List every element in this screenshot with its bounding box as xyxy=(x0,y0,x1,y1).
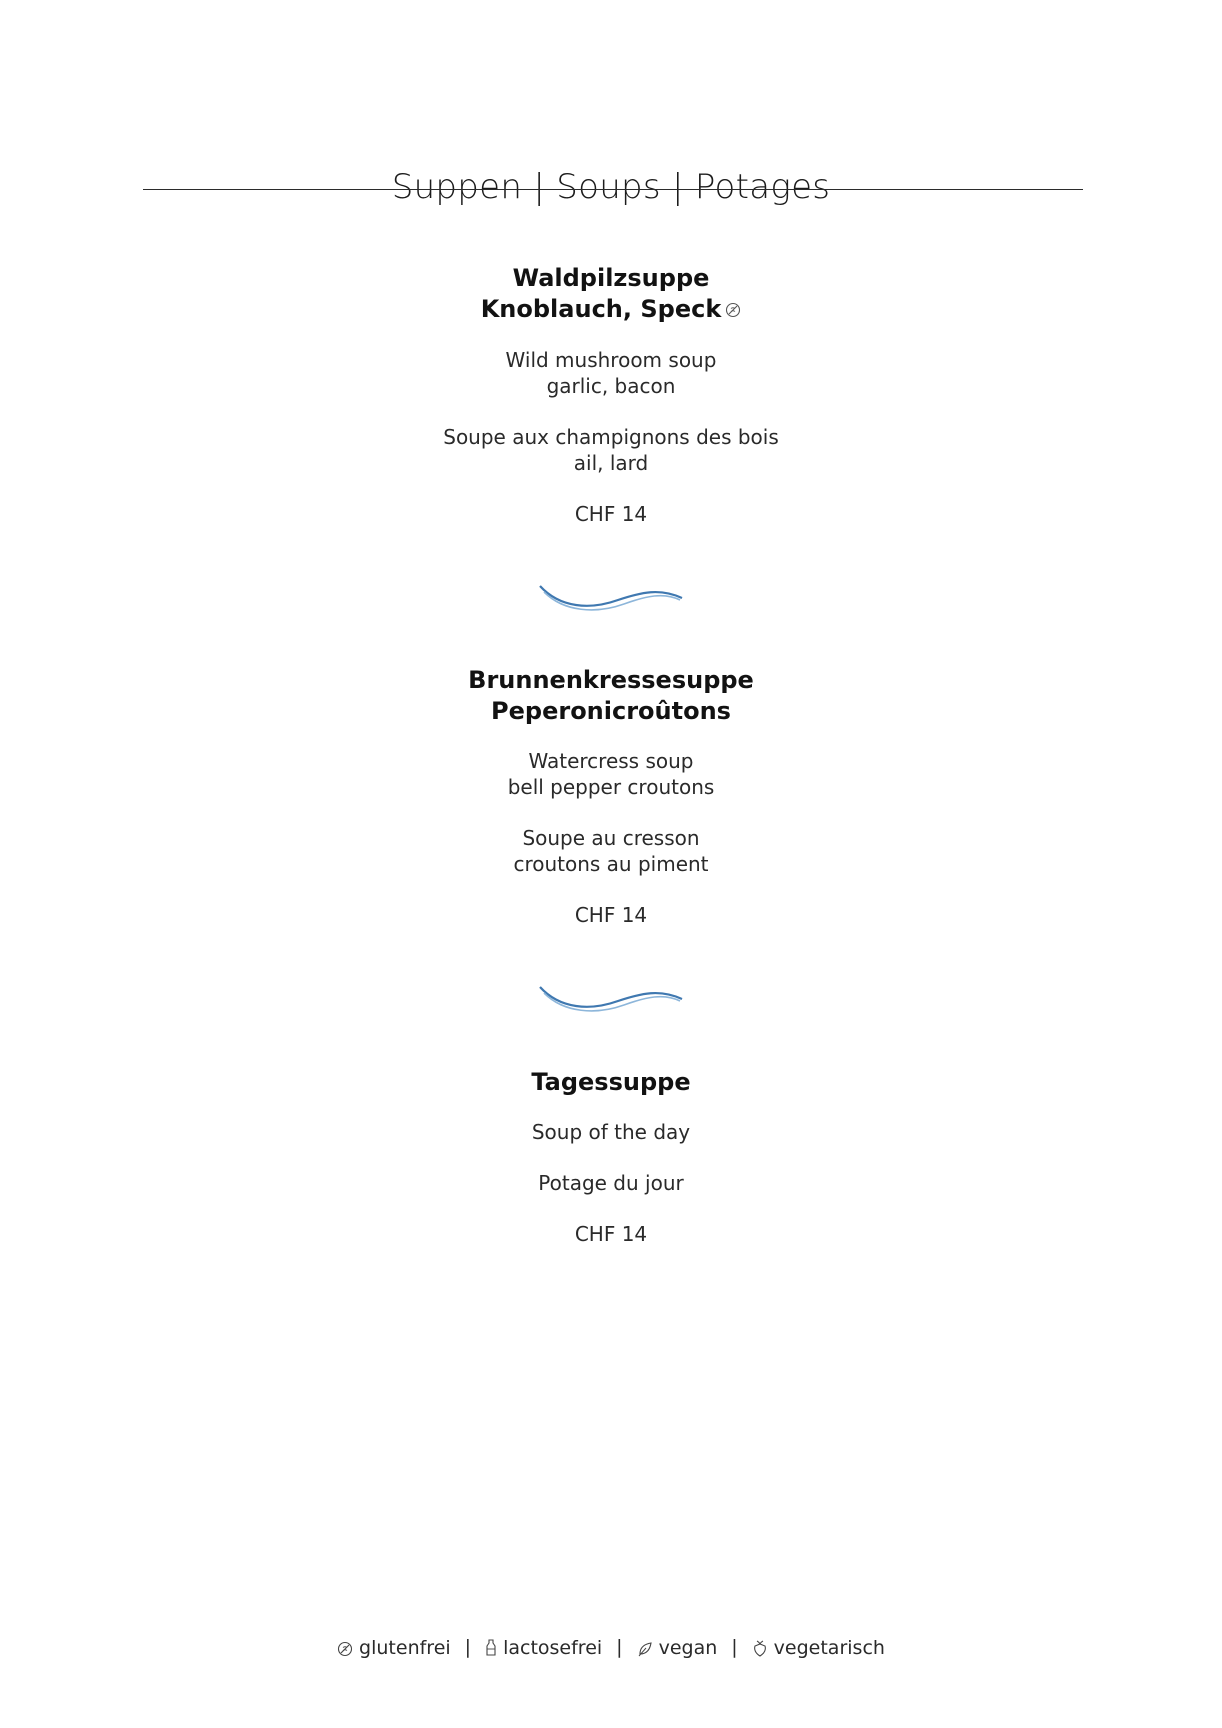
dish-name-line: Knoblauch, Speck xyxy=(0,294,1222,326)
description-line: ail, lard xyxy=(573,450,649,475)
legend-label: vegetarisch xyxy=(773,1636,885,1659)
dish-description-en xyxy=(0,1119,1222,1145)
menu-item-watercress-soup xyxy=(0,665,1222,928)
dish-name-line: Peperonicroûtons xyxy=(491,697,731,725)
dish-description-en xyxy=(0,748,1222,800)
legend-label: vegan xyxy=(658,1636,718,1659)
legend-separator: | xyxy=(731,1636,738,1658)
dish-description-fr xyxy=(0,1170,1222,1196)
dish-description-fr xyxy=(0,424,1222,476)
dish-name xyxy=(0,1067,1222,1098)
dish-name-line: Brunnenkressesuppe xyxy=(468,666,754,694)
legend-item-vegetarian xyxy=(752,1637,885,1659)
dish-description-en xyxy=(0,347,1222,399)
menu-item-soup-of-the-day xyxy=(0,1067,1222,1247)
legend-separator: | xyxy=(464,1636,472,1658)
dish-name-line: Waldpilzsuppe xyxy=(512,264,710,292)
legend-label: lactosefrei xyxy=(503,1636,603,1659)
description-line: Soupe au cresson xyxy=(522,826,700,850)
dish-price: CHF 14 xyxy=(574,1222,648,1246)
description-line: Soup of the day xyxy=(531,1120,691,1144)
description-line: bell pepper croutons xyxy=(507,775,715,799)
description-line: garlic, bacon xyxy=(546,373,676,398)
dish-description-fr xyxy=(0,825,1222,877)
legend-item-vegan xyxy=(637,1637,718,1659)
legend-label: glutenfrei xyxy=(359,1636,451,1659)
lactose-free-icon xyxy=(485,1637,503,1659)
description-line: Watercress soup xyxy=(528,749,694,773)
legend-item-gluten-free xyxy=(337,1637,451,1659)
dish-price: CHF 14 xyxy=(574,501,648,526)
vegan-leaf-icon xyxy=(637,1637,659,1659)
description-line: croutons au piment xyxy=(513,852,709,876)
gluten-free-icon xyxy=(725,295,741,326)
menu-item-wild-mushroom-soup xyxy=(0,263,1222,527)
legend-separator: | xyxy=(616,1636,623,1658)
description-line: Wild mushroom soup xyxy=(505,347,717,372)
wave-divider xyxy=(538,580,684,620)
legend-item-lactose-free xyxy=(485,1637,602,1659)
dish-name xyxy=(0,263,1222,326)
vegetarian-icon xyxy=(752,1637,774,1659)
dish-name-line: Tagessuppe xyxy=(531,1068,691,1096)
description-line: Soupe aux champignons des bois xyxy=(443,424,779,449)
description-line: Potage du jour xyxy=(538,1171,684,1195)
dish-price: CHF 14 xyxy=(574,903,648,927)
dietary-legend xyxy=(0,1636,1222,1659)
gluten-free-icon xyxy=(337,1637,359,1659)
wave-divider xyxy=(538,981,684,1021)
dish-name xyxy=(0,665,1222,727)
title-divider xyxy=(143,189,1083,190)
page-title: Suppen | Soups | Potages xyxy=(391,166,831,207)
